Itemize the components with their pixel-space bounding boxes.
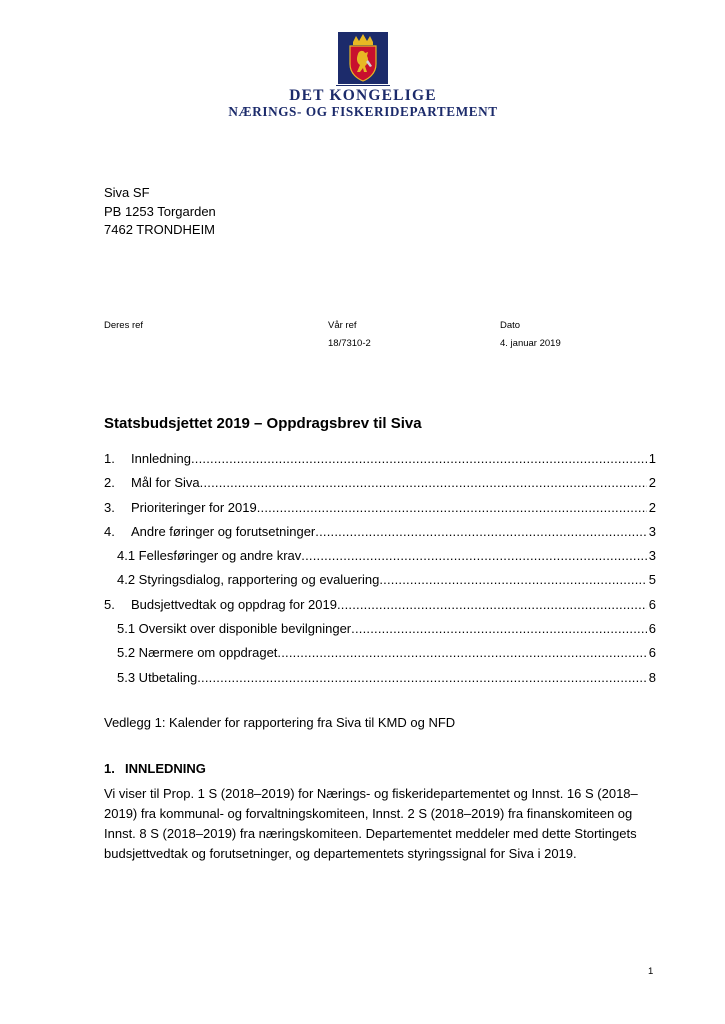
attachment-reference: Vedlegg 1: Kalender for rapportering fra Siva til KMD og NFD <box>104 715 456 730</box>
toc-entry-number: 5. <box>104 596 115 612</box>
recipient-address <box>104 184 216 240</box>
toc-entry[interactable] <box>104 451 656 475</box>
recipient-city: 7462 TRONDHEIM <box>104 222 216 237</box>
toc-entry-number: 1. <box>104 451 115 466</box>
toc-entry-page: 6 <box>648 621 656 637</box>
toc-leader <box>191 451 647 466</box>
ministry-letterhead <box>216 30 510 122</box>
ministry-name-line1: DET KONGELIGE <box>289 87 437 104</box>
toc-entry[interactable] <box>104 475 656 499</box>
toc-entry-page: 6 <box>648 596 656 612</box>
toc-entry-page: 6 <box>648 645 656 661</box>
toc-entry-page: 3 <box>648 548 656 564</box>
toc-entry-page: 3 <box>648 523 656 539</box>
toc-entry-label: 5.2 Nærmere om oppdraget <box>117 645 278 661</box>
toc-leader <box>315 524 646 539</box>
paragraph-line: 2019) fra kommunal- og forvaltningskomiteen, Innst. 2 S (2018–2019) fra finanskomiteen og <box>104 806 633 821</box>
table-of-contents <box>104 451 656 694</box>
paragraph-line: Innst. 8 S (2018–2019) fra næringskomiteen. Departementet meddeler med dette Stortingets <box>104 826 637 841</box>
section-paragraph <box>104 784 658 864</box>
toc-entry-label: Innledning <box>131 451 191 466</box>
their-ref-label: Deres ref <box>104 320 144 331</box>
toc-entry-number: 2. <box>104 475 115 491</box>
toc-leader <box>200 475 647 490</box>
toc-subentry[interactable] <box>104 645 656 669</box>
section-number: 1. <box>104 761 115 776</box>
coat-of-arms-icon <box>338 32 388 84</box>
our-ref-value: 18/7310-2 <box>328 338 371 349</box>
letterhead-rule-top <box>336 85 390 86</box>
toc-subentry[interactable] <box>104 621 656 645</box>
toc-subentry[interactable] <box>104 548 656 572</box>
ministry-name-line2: NÆRINGS- OG FISKERIDEPARTEMENT <box>228 104 498 119</box>
toc-entry-label: 4.2 Styringsdialog, rapportering og evaluering <box>117 572 380 588</box>
toc-entry[interactable] <box>104 500 656 524</box>
toc-entry-label: 5.3 Utbetaling <box>117 669 198 685</box>
date-label: Dato <box>500 320 521 331</box>
toc-entry-page: 2 <box>648 475 656 491</box>
toc-leader <box>257 500 647 515</box>
toc-entry[interactable] <box>104 597 656 621</box>
toc-leader <box>379 572 646 587</box>
toc-leader <box>301 548 647 563</box>
toc-entry-page: 1 <box>648 451 656 466</box>
toc-leader <box>277 645 646 660</box>
paragraph-line: Vi viser til Prop. 1 S (2018–2019) for Nærings- og fiskeridepartementet og Innst. 16 S (2018– <box>104 786 638 801</box>
paragraph-line: budsjettvedtak og forutsetninger, og departementets styringssignal for Siva i 2019. <box>104 846 577 861</box>
toc-leader <box>197 670 647 685</box>
toc-entry-label: 4.1 Fellesføringer og andre krav <box>117 548 302 564</box>
document-title: Statsbudsjettet 2019 – Oppdragsbrev til Siva <box>104 415 422 432</box>
toc-entry-number: 3. <box>104 499 115 515</box>
recipient-postbox: PB 1253 Torgarden <box>104 203 216 219</box>
toc-subentry[interactable] <box>104 572 656 596</box>
toc-entry-label: Andre føringer og forutsetninger <box>131 523 316 539</box>
page-number: 1 <box>648 966 654 977</box>
toc-entry-label: Mål for Siva <box>131 475 200 491</box>
toc-entry-page: 2 <box>648 499 656 515</box>
date-value: 4. januar 2019 <box>500 338 561 349</box>
recipient-name: Siva SF <box>104 185 150 200</box>
toc-entry-label: Prioriteringer for 2019 <box>131 499 257 515</box>
toc-entry-page: 8 <box>648 669 656 685</box>
toc-subentry[interactable] <box>104 670 656 694</box>
toc-entry-number: 4. <box>104 523 115 539</box>
toc-leader <box>351 621 647 636</box>
toc-entry-label: Budsjettvedtak og oppdrag for 2019 <box>131 596 337 612</box>
section-heading <box>104 761 206 776</box>
toc-entry-page: 5 <box>648 572 656 588</box>
toc-leader <box>337 597 647 612</box>
toc-entry-label: 5.1 Oversikt over disponible bevilgninger <box>117 621 352 637</box>
toc-entry[interactable] <box>104 524 656 548</box>
our-ref-label: Vår ref <box>328 320 357 331</box>
section-title: INNLEDNING <box>125 761 206 776</box>
